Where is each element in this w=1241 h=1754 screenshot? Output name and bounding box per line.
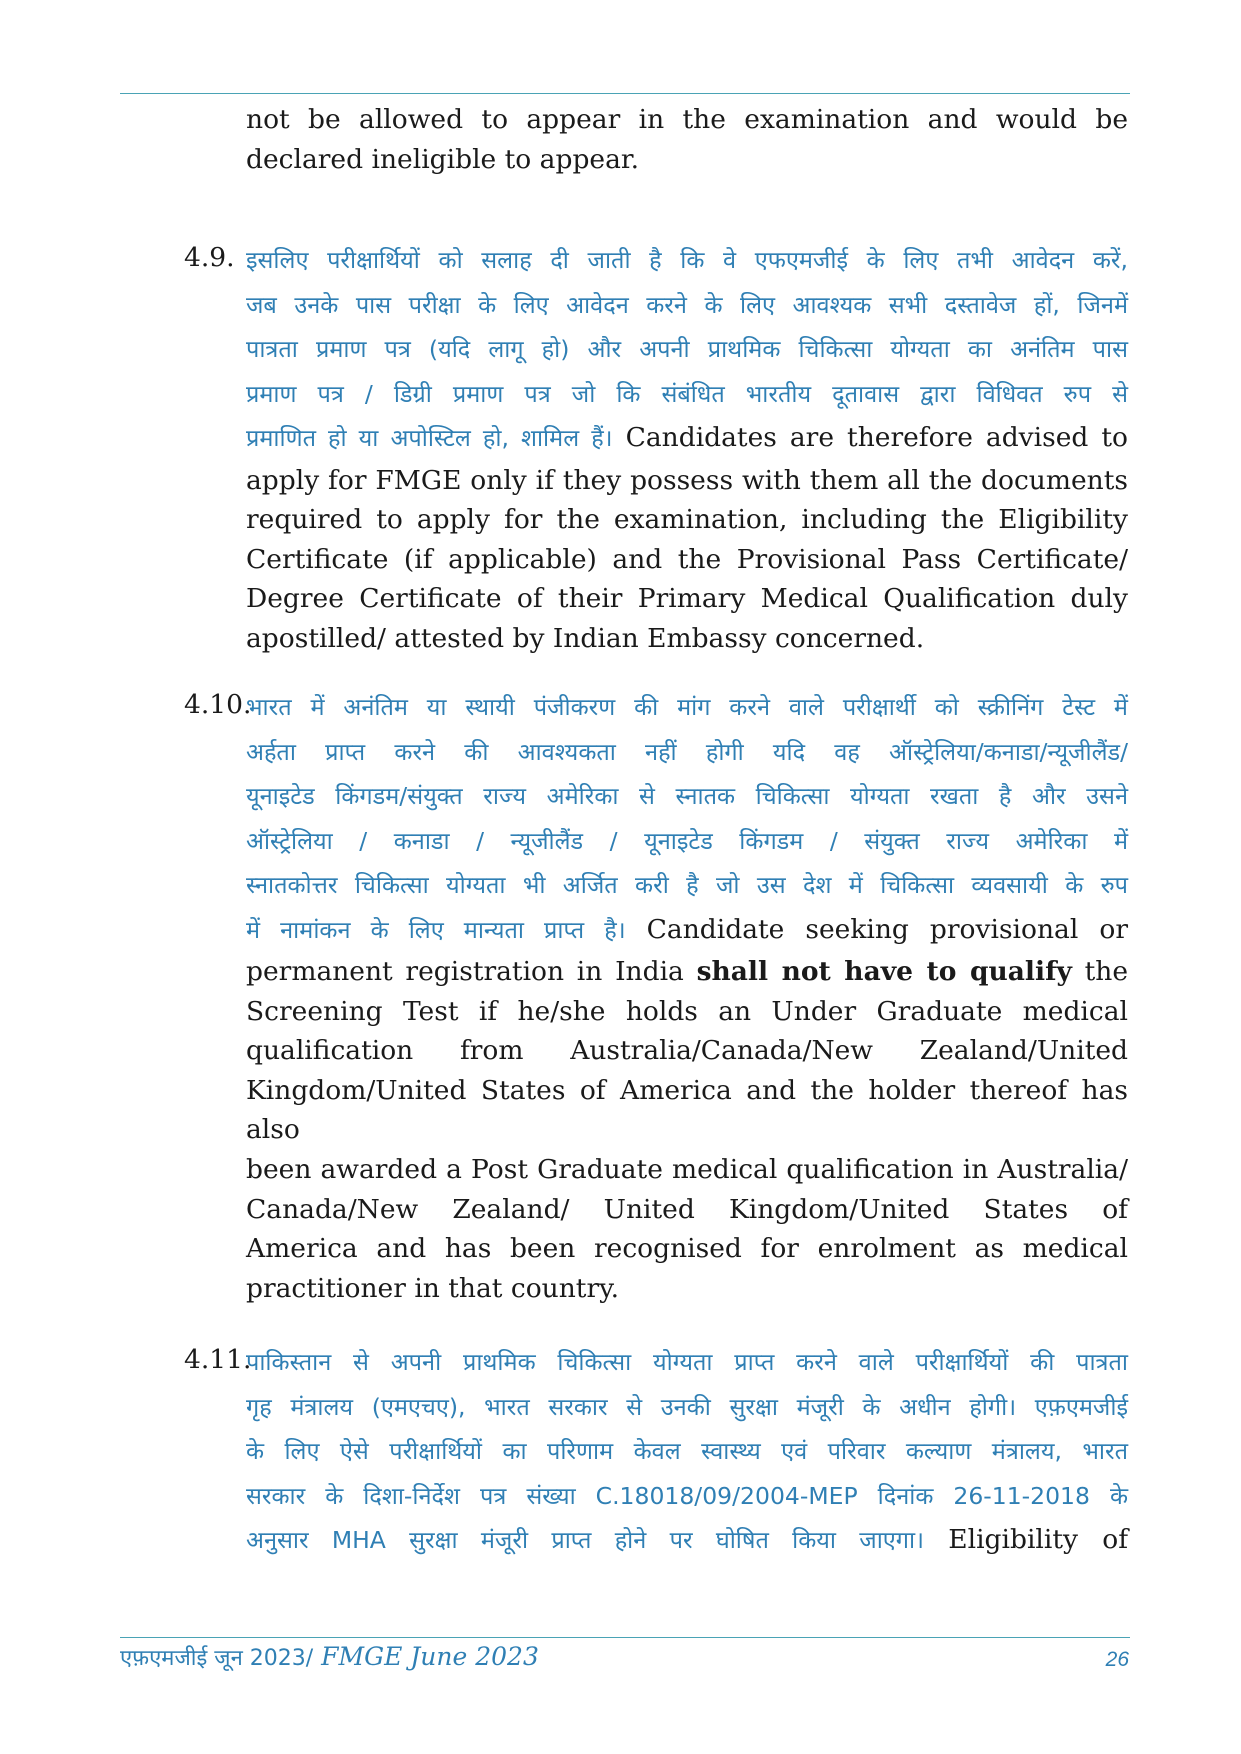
section-number: 4.9. (184, 242, 235, 273)
mixed-line (246, 908, 1128, 953)
bold-emphasis: shall not have to qualify (696, 956, 1072, 987)
hindi-line: यूनाइटेड किंगडम/संयुक्त राज्य अमेरिका से स्नातक चिकित्सा योग्यता रखता है और उसने (246, 782, 1128, 810)
footer-hindi-title: एफ़एमजीई जून 2023/ (120, 1646, 314, 1671)
english-inline-text: Candidates are therefore advised to (612, 422, 1128, 453)
english-line: been awarded a Post Graduate medical qualification in Australia/ (246, 1153, 1128, 1185)
section-4-9 (184, 238, 1128, 658)
footer-english-title: FMGE June 2023 (313, 1642, 539, 1671)
english-line: America and has been recognised for enrolment as medical (246, 1233, 1128, 1265)
mixed-line (246, 1518, 1128, 1563)
hindi-line: सरकार के दिशा-निर्देश पत्र संख्या C.18018/09/2004-MEP दिनांक 26-11-2018 के (246, 1481, 1128, 1510)
intro-paragraph (246, 100, 1128, 179)
hindi-inline-text: अनुसार MHA सुरक्षा मंजूरी प्राप्त होने पर घोषित किया जाएगा। (246, 1526, 925, 1554)
hindi-line: जब उनके पास परीक्षा के लिए आवेदन करने के लिए आवश्यक सभी दस्तावेज हों, जिनमें (246, 290, 1128, 319)
intro-line: declared ineligible to appear. (246, 143, 640, 175)
section-number: 4.11. (184, 1344, 252, 1375)
section-4-10 (184, 685, 1128, 1308)
hindi-line: इसलिए परीक्षार्थियों को सलाह दी जाती है कि वे एफएमजीई के लिए तभी आवेदन करें, (246, 246, 1128, 274)
english-inline-text: permanent registration in India (246, 956, 697, 987)
hindi-line: स्नातकोत्तर चिकित्सा योग्यता भी अर्जित करी है जो उस देश में चिकित्सा व्यवसायी के रुप (246, 871, 1128, 899)
intro-line: not be allowed to appear in the examination and would be (246, 104, 1128, 135)
hindi-line: भारत में अनंतिम या स्थायी पंजीकरण की मांग करने वाले परीक्षार्थी को स्क्रीनिंग टेस्ट में (246, 693, 1128, 721)
hindi-line: के लिए ऐसे परीक्षार्थियों का परिणाम केवल स्वास्थ्य एवं परिवार कल्याण मंत्रालय, भारत (246, 1437, 1128, 1465)
english-line: required to apply for the examination, including the Eligibility (246, 504, 1128, 536)
english-line: apply for FMGE only if they possess with them all the documents (246, 464, 1128, 496)
header-rule (120, 93, 1130, 94)
hindi-line: अर्हता प्राप्त करने की आवश्यकता नहीं होगी यदि वह ऑस्ट्रेलिया/कनाडा/न्यूजीलैंड/ (246, 737, 1128, 766)
hindi-line: पाकिस्तान से अपनी प्राथमिक चिकित्सा योग्यता प्राप्त करने वाले परीक्षार्थियों की पात्रता (246, 1348, 1128, 1376)
page-number: 26 (1105, 1648, 1129, 1671)
english-line: practitioner in that country. (246, 1272, 619, 1304)
section-number: 4.10. (184, 689, 252, 720)
hindi-line: गृह मंत्रालय (एमएचए), भारत सरकार से उनकी सुरक्षा मंजूरी के अधीन होगी। एफ़एमजीई (246, 1392, 1128, 1421)
english-line: Kingdom/United States of America and the holder thereof has also (246, 1074, 1128, 1146)
hindi-inline-text: प्रमाणित हो या अपोस्टिल हो, शामिल हैं। (246, 424, 613, 452)
english-line: apostilled/ attested by Indian Embassy concerned. (246, 622, 925, 654)
english-inline-text: Eligibility of (924, 1524, 1129, 1555)
english-line (246, 952, 1128, 992)
english-inline-text: the (1071, 956, 1128, 987)
section-4-11 (184, 1340, 1129, 1563)
english-line: qualification from Australia/Canada/New Zealand/United (246, 1035, 1128, 1067)
hindi-line: ऑस्ट्रेलिया / कनाडा / न्यूजीलैंड / यूनाइटेड किंगडम / संयुक्त राज्य अमेरिका में (246, 826, 1128, 855)
english-line: Degree Certificate of their Primary Medical Qualification duly (246, 583, 1128, 615)
english-line: Canada/New Zealand/ United Kingdom/United States of (246, 1193, 1128, 1225)
english-line: Screening Test if he/she holds an Under Graduate medical (246, 995, 1128, 1027)
english-inline-text: Candidate seeking provisional or (625, 913, 1128, 945)
hindi-line: पात्रता प्रमाण पत्र (यदि लागू हो) और अपनी प्राथमिक चिकित्सा योग्यता का अनंतिम पास (246, 335, 1128, 363)
footer-rule (120, 1637, 1130, 1638)
footer-title (120, 1641, 539, 1675)
mixed-line (246, 416, 1128, 461)
hindi-inline-text: में नामांकन के लिए मान्यता प्राप्त है। (246, 915, 626, 944)
hindi-line: प्रमाण पत्र / डिग्री प्रमाण पत्र जो कि संबंधित भारतीय दूतावास द्वारा विधिवत रुप से (246, 379, 1128, 408)
english-line: Certificate (if applicable) and the Provisional Pass Certificate/ (246, 543, 1128, 575)
